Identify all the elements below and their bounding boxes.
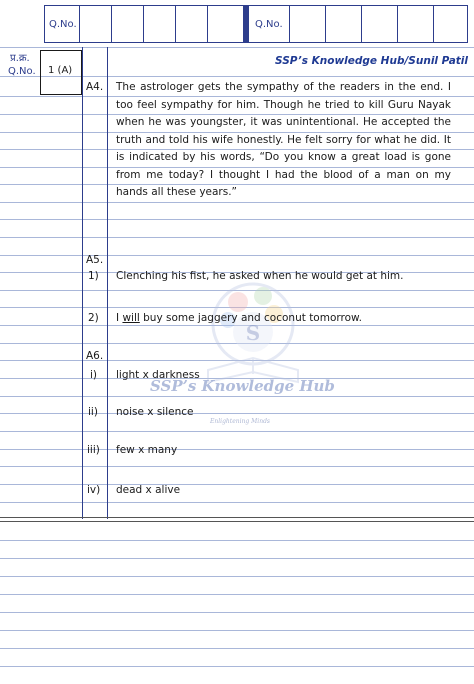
sentence-rest: buy some jaggery and coconut tomorrow. — [143, 312, 362, 324]
list-item-number: iii) — [87, 444, 100, 456]
divider — [0, 521, 474, 522]
watermark-tagline: Enlightening Minds — [210, 418, 270, 425]
qno-left-label: Q.No. — [49, 19, 77, 30]
answer-label-a5: A5. — [86, 254, 104, 266]
qno-cell — [175, 6, 176, 42]
answer-label-a6: A6. — [86, 350, 104, 362]
answer-label-a4: A4. — [86, 81, 104, 93]
list-item-text: few x many — [116, 444, 178, 456]
watermark-title: SSP’s Knowledge Hub — [150, 377, 335, 395]
qno-right-label: Q.No. — [255, 19, 283, 30]
question-number: 1 (A) — [48, 65, 73, 76]
list-item-number: i) — [90, 369, 98, 381]
qno-cell — [361, 6, 362, 42]
qno-cell — [433, 6, 434, 42]
qno-cell — [289, 6, 290, 42]
margin-line — [107, 47, 108, 519]
list-item-number: ii) — [88, 406, 98, 418]
list-item-number: 2) — [88, 312, 99, 324]
qno-cell — [79, 6, 80, 42]
list-item-text: Clenching his fist, he asked when he would get at him. — [116, 270, 404, 282]
margin-label-en: Q.No. — [8, 66, 36, 77]
qno-cell — [143, 6, 144, 42]
watermark-logo-letter: S — [245, 321, 261, 345]
divider — [0, 517, 474, 518]
margin-line — [82, 47, 83, 519]
qno-cell — [325, 6, 326, 42]
qno-cell — [397, 6, 398, 42]
answer-a4-text: The astrologer gets the sympathy of the readers in the end. I too feel sympathy for him. Though he tried to kill Guru Nayak when he was youngster, it was unintentional. He accepted the truth and told his wife honestly. He felt sorry for what he did. It is indicated by his words, “Do you know a great load is gone from me today? I thought I had the blood of a man on my hands all these years.” — [116, 81, 451, 198]
list-item-number: iv) — [87, 484, 101, 496]
list-item-text: noise x silence — [116, 406, 194, 418]
header-brand: SSP’s Knowledge Hub/Sunil Patil — [275, 55, 468, 67]
sentence-start: I — [116, 312, 120, 324]
qno-cell — [111, 6, 112, 42]
underlined-word: will — [122, 312, 140, 324]
qno-separator — [243, 6, 249, 42]
list-item-number: 1) — [88, 270, 99, 282]
qno-cell — [207, 6, 208, 42]
list-item-text: light x darkness — [116, 369, 200, 381]
margin-label-hindi: प्र.क्र. — [10, 53, 30, 64]
qno-box — [44, 5, 468, 43]
list-item-text: dead x alive — [116, 484, 181, 496]
list-item-text — [116, 312, 362, 324]
